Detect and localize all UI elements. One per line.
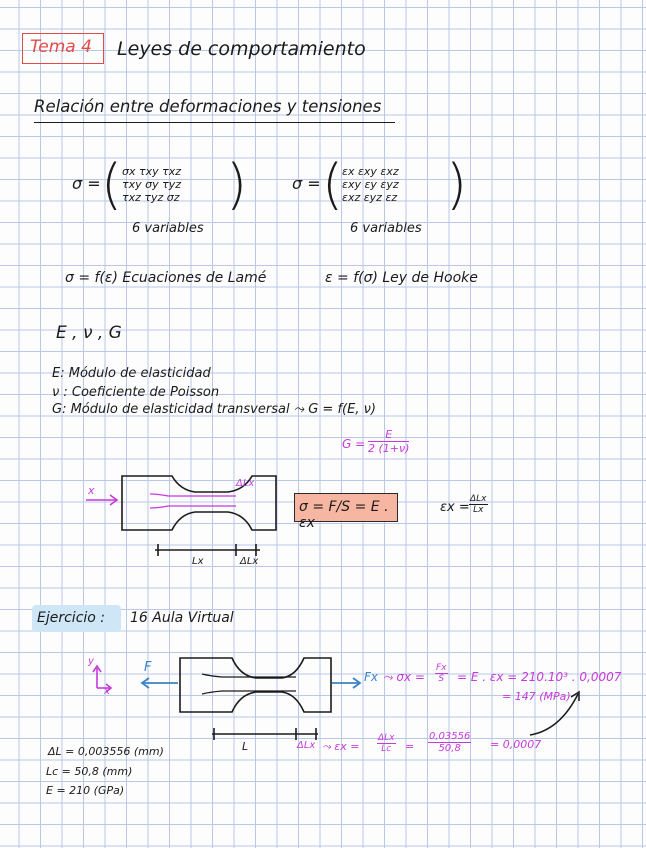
stress-row-3: τxz τyz σz	[122, 191, 180, 204]
specimen1-strain-num: ΔLx	[470, 494, 487, 504]
stress-note: 6 variables	[132, 221, 204, 236]
exercise-stress-num: Fx	[436, 663, 447, 673]
specimen1-length-label: Lx	[192, 556, 204, 567]
strain-row-2: εxy εy εyz	[342, 178, 399, 191]
exercise-data-modulus: E = 210 (GPa)	[46, 784, 125, 797]
specimen1-delta-bottom: ΔLx	[240, 556, 259, 567]
exercise-data-delta: ΔL = 0,003556 (mm)	[48, 745, 164, 758]
g-formula-lhs: G =	[342, 437, 366, 451]
exercise-stress-den: S	[438, 674, 445, 684]
young-modulus-def: E: Módulo de elasticidad	[52, 366, 211, 381]
hooke-formula-box: σ = F/S = E . εx	[294, 493, 398, 522]
stress-paren-left: (	[101, 153, 123, 216]
exercise-axis-y: y	[88, 656, 94, 667]
exercise-label: Ejercicio :	[37, 610, 106, 626]
specimen1-delta-top: ΔLx	[236, 478, 255, 489]
exercise-strain-fraction-2	[428, 731, 471, 754]
exercise-strain-fraction	[377, 733, 396, 754]
exercise-strain-den-2: 50,8	[438, 743, 461, 754]
specimen1-strain-lhs: εx =	[440, 500, 470, 515]
poisson-def: ν : Coeficiente de Poisson	[52, 385, 220, 400]
exercise-force-right: Fx	[364, 670, 379, 684]
exercise-data-length: Lc = 50,8 (mm)	[46, 765, 133, 778]
exercise-delta-label: ΔLx	[297, 740, 316, 751]
exercise-ref: 16 Aula Virtual	[130, 610, 234, 626]
exercise-strain-eq-a: ⤳ εx =	[322, 740, 360, 753]
strain-row-3: εxz εyz εz	[342, 191, 398, 204]
hooke-relation: ε = f(σ) Ley de Hooke	[325, 270, 478, 286]
strain-note: 6 variables	[350, 221, 422, 236]
stress-lhs: σ =	[72, 174, 101, 193]
exercise-stress-fraction	[435, 663, 448, 684]
stress-row-2: τxy σy τyz	[122, 178, 182, 191]
exercise-strain-num-2: 0,03556	[429, 731, 471, 742]
exercise-stress-result: = 147 (MPa)	[502, 690, 571, 703]
strain-paren-left: (	[322, 153, 344, 216]
page-title: Leyes de comportamiento	[117, 38, 366, 60]
exercise-stress-eq-a: ⤳ σx =	[383, 670, 425, 684]
exercise-strain-den: Lc	[381, 744, 392, 754]
exercise-axis-x: x	[104, 686, 110, 697]
stress-row-1: σx τxy τxz	[122, 165, 182, 178]
lame-relation: σ = f(ε) Ecuaciones de Lamé	[65, 270, 267, 286]
g-formula-den: 2 (1+ν)	[368, 442, 410, 455]
constants-list: E , ν , G	[56, 323, 122, 343]
topic-tag: Tema 4	[22, 33, 104, 64]
g-formula-num: E	[368, 428, 409, 442]
strain-paren-right: )	[446, 153, 468, 216]
strain-row-1: εx εxy εxz	[342, 165, 399, 178]
exercise-strain-num: ΔLx	[378, 733, 395, 743]
exercise-equals-1: =	[405, 740, 415, 753]
specimen1-strain-den: Lx	[473, 505, 484, 515]
exercise-stress-eq-b: = E . εx = 210.10³ . 0,0007	[457, 670, 622, 684]
exercise-length-label: L	[242, 740, 249, 753]
stress-paren-right: )	[226, 153, 248, 216]
shear-modulus-def: G: Módulo de elasticidad transversal ⤳ G = f(E, ν)	[52, 402, 376, 417]
strain-lhs: σ =	[292, 174, 321, 193]
specimen1-axis-label: x	[88, 484, 95, 497]
exercise-force-left: F	[144, 660, 152, 675]
section-title: Relación entre deformaciones y tensiones	[34, 97, 395, 123]
exercise-strain-result: = 0,0007	[490, 738, 542, 751]
